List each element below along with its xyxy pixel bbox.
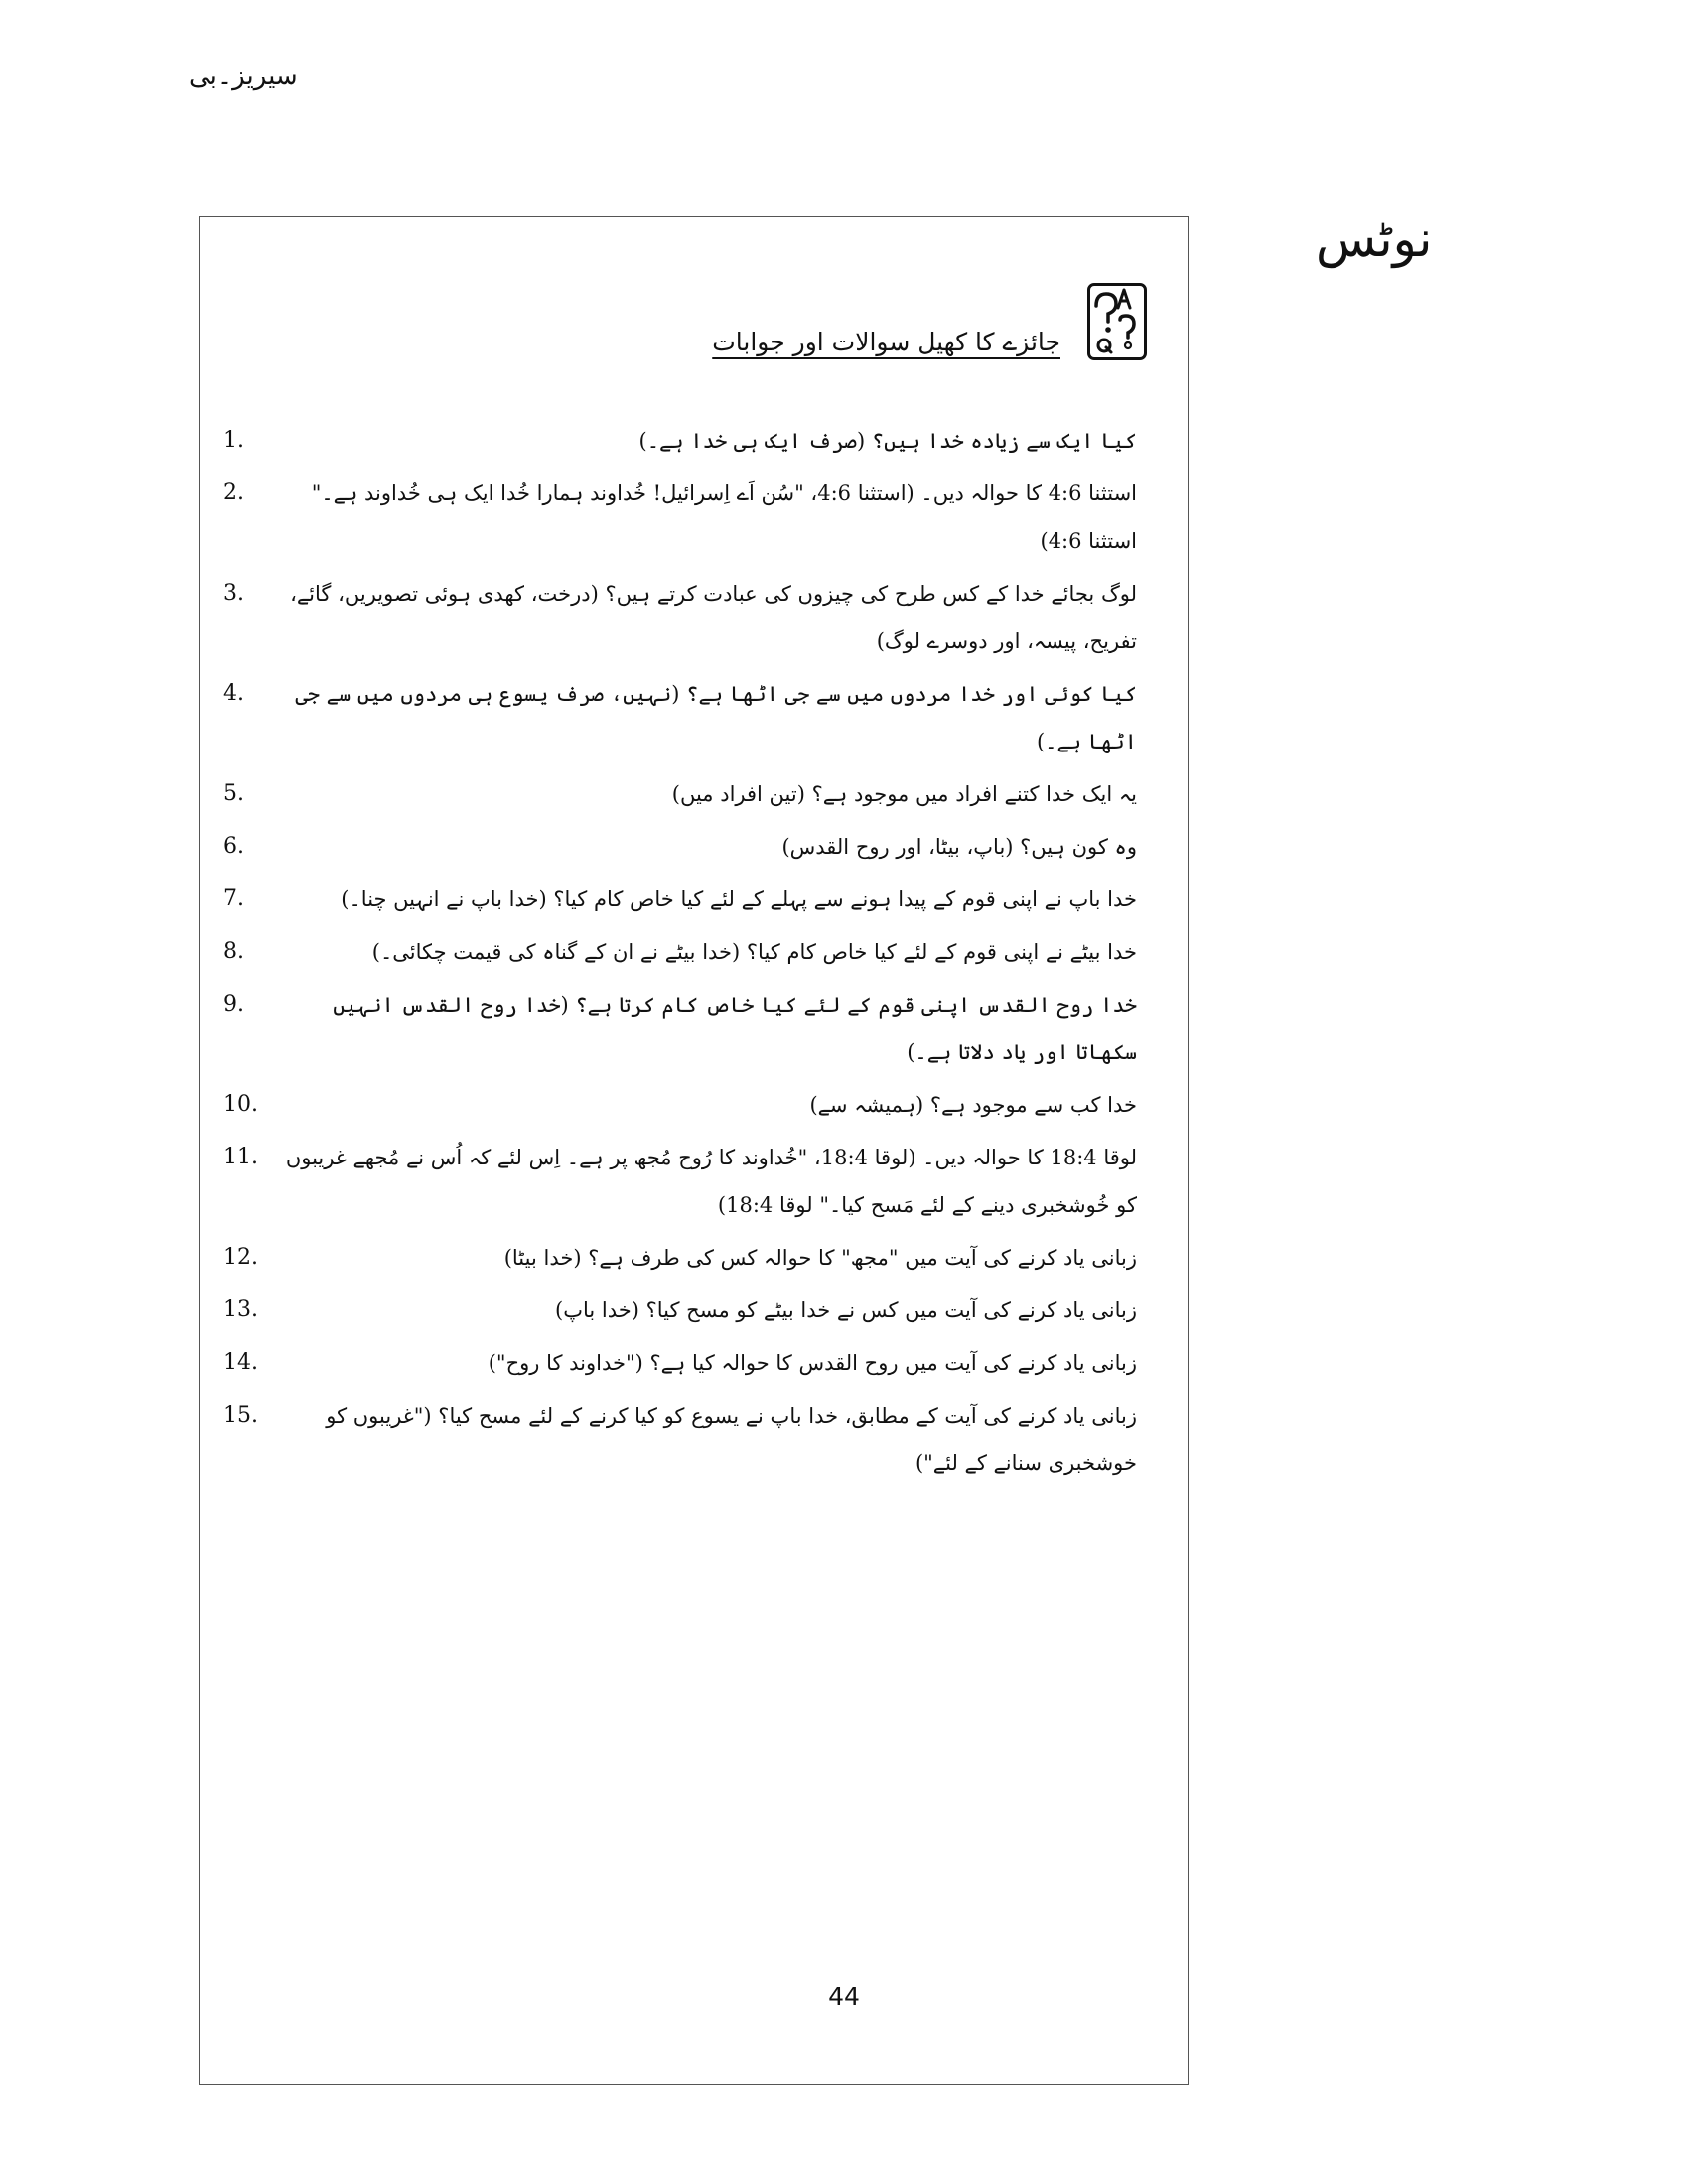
qa-text: زبانی یاد کرنے کی آیت میں "مجھ" کا حوالہ کس کی طرف ہے؟ (خدا بیٹا) xyxy=(503,1246,1137,1270)
qa-text: زبانی یاد کرنے کی آیت میں کس نے خدا بیٹے کو مسح کیا؟ (خدا باپ) xyxy=(555,1298,1137,1322)
qa-number: 10. xyxy=(223,1092,258,1117)
qa-number: 8. xyxy=(223,939,244,964)
qa-item-15 xyxy=(223,1392,1137,1487)
qa-text: زبانی یاد کرنے کی آیت کے مطابق، خدا باپ نے یسوع کو کیا کرنے کے لئے مسح کیا؟ ("غریبوں کو خوشخبری سنانے کے لئے") xyxy=(326,1404,1137,1475)
qa-item-12 xyxy=(223,1234,1137,1282)
qa-item-5 xyxy=(223,770,1137,818)
qa-text: خدا روح القدس اپنی قوم کے لئے کیا خاص کام کرتا ہے؟ (خدا روح القدس انہیں سکھاتا اور یاد دلاتا ہے۔) xyxy=(333,993,1137,1064)
qa-text: لوقا 18:4 کا حوالہ دیں۔ (لوقا 18:4، "خُداوند کا رُوح مُجھ پر ہے۔ اِس لئے کہ اُس نے مُجھے غریبوں کو خُوشخبری دینے کے لئے مَسح کیا۔" لوقا 18:4) xyxy=(285,1146,1137,1217)
qa-number: 12. xyxy=(223,1245,258,1270)
qa-number: 9. xyxy=(223,992,244,1017)
qa-text: وہ کون ہیں؟ (باپ، بیٹا، اور روح القدس) xyxy=(781,835,1137,859)
qa-number: 1. xyxy=(223,428,244,453)
qa-item-6 xyxy=(223,823,1137,871)
qa-item-1 xyxy=(223,417,1137,465)
qa-item-4 xyxy=(223,670,1137,765)
qa-number: 15. xyxy=(223,1403,258,1428)
qa-number: 4. xyxy=(223,681,244,706)
qa-list xyxy=(223,417,1137,1492)
page-number: 44 xyxy=(828,1982,860,2011)
qa-icon xyxy=(1087,283,1147,360)
qa-item-7 xyxy=(223,876,1137,923)
qa-item-11 xyxy=(223,1134,1137,1229)
qa-item-9 xyxy=(223,981,1137,1076)
qa-item-10 xyxy=(223,1081,1137,1129)
qa-text: خدا باپ نے اپنی قوم کے پیدا ہونے سے پہلے کے لئے کیا خاص کام کیا؟ (خدا باپ نے انہیں چنا۔) xyxy=(341,887,1137,911)
qa-text: کیا ایک سے زیادہ خدا ہیں؟ (صرف ایک ہی خدا ہے۔) xyxy=(638,429,1137,453)
qa-number: 6. xyxy=(223,834,244,859)
qa-number: 11. xyxy=(223,1145,258,1169)
qa-item-14 xyxy=(223,1339,1137,1387)
qa-text: زبانی یاد کرنے کی آیت میں روح القدس کا حوالہ کیا ہے؟ ("خداوند کا روح") xyxy=(488,1351,1137,1375)
notes-heading: نوٹس xyxy=(1316,210,1433,268)
qa-text: خدا کب سے موجود ہے؟ (ہمیشہ سے) xyxy=(809,1093,1137,1117)
qa-number: 13. xyxy=(223,1297,258,1322)
qa-item-8 xyxy=(223,928,1137,976)
qa-number: 3. xyxy=(223,581,244,606)
qa-text: کیا کوئی اور خدا مردوں میں سے جی اٹھا ہے؟ (نہیں، صرف یسوع ہی مردوں میں سے جی اٹھا ہے۔) xyxy=(295,682,1137,753)
qa-number: 14. xyxy=(223,1350,258,1375)
qa-item-13 xyxy=(223,1287,1137,1334)
qa-number: 5. xyxy=(223,781,244,806)
section-title: جائزے کا کھیل سوالات اور جوابات xyxy=(712,328,1060,356)
qa-item-3 xyxy=(223,570,1137,665)
series-label: سیریز۔بی xyxy=(189,62,298,91)
qa-text: خدا بیٹے نے اپنی قوم کے لئے کیا خاص کام کیا؟ (خدا بیٹے نے ان کے گناہ کی قیمت چکائی۔) xyxy=(371,940,1137,964)
qa-text: استثنا 4:6 کا حوالہ دیں۔ (استثنا 4:6، "سُن اَے اِسرائیل! خُداوند ہمارا خُدا ایک ہی خُداوند ہے۔" استثنا 4:6) xyxy=(311,481,1137,553)
qa-icon-graphic xyxy=(1090,286,1144,357)
qa-number: 2. xyxy=(223,480,244,505)
qa-text: یہ ایک خدا کتنے افراد میں موجود ہے؟ (تین افراد میں) xyxy=(671,782,1137,806)
qa-number: 7. xyxy=(223,887,244,911)
qa-text: لوگ بجائے خدا کے کس طرح کی چیزوں کی عبادت کرتے ہیں؟ (درخت، کھدی ہوئی تصویریں، گائے، تفریح، پیسہ، اور دوسرے لوگ) xyxy=(290,582,1137,653)
qa-item-2 xyxy=(223,470,1137,565)
